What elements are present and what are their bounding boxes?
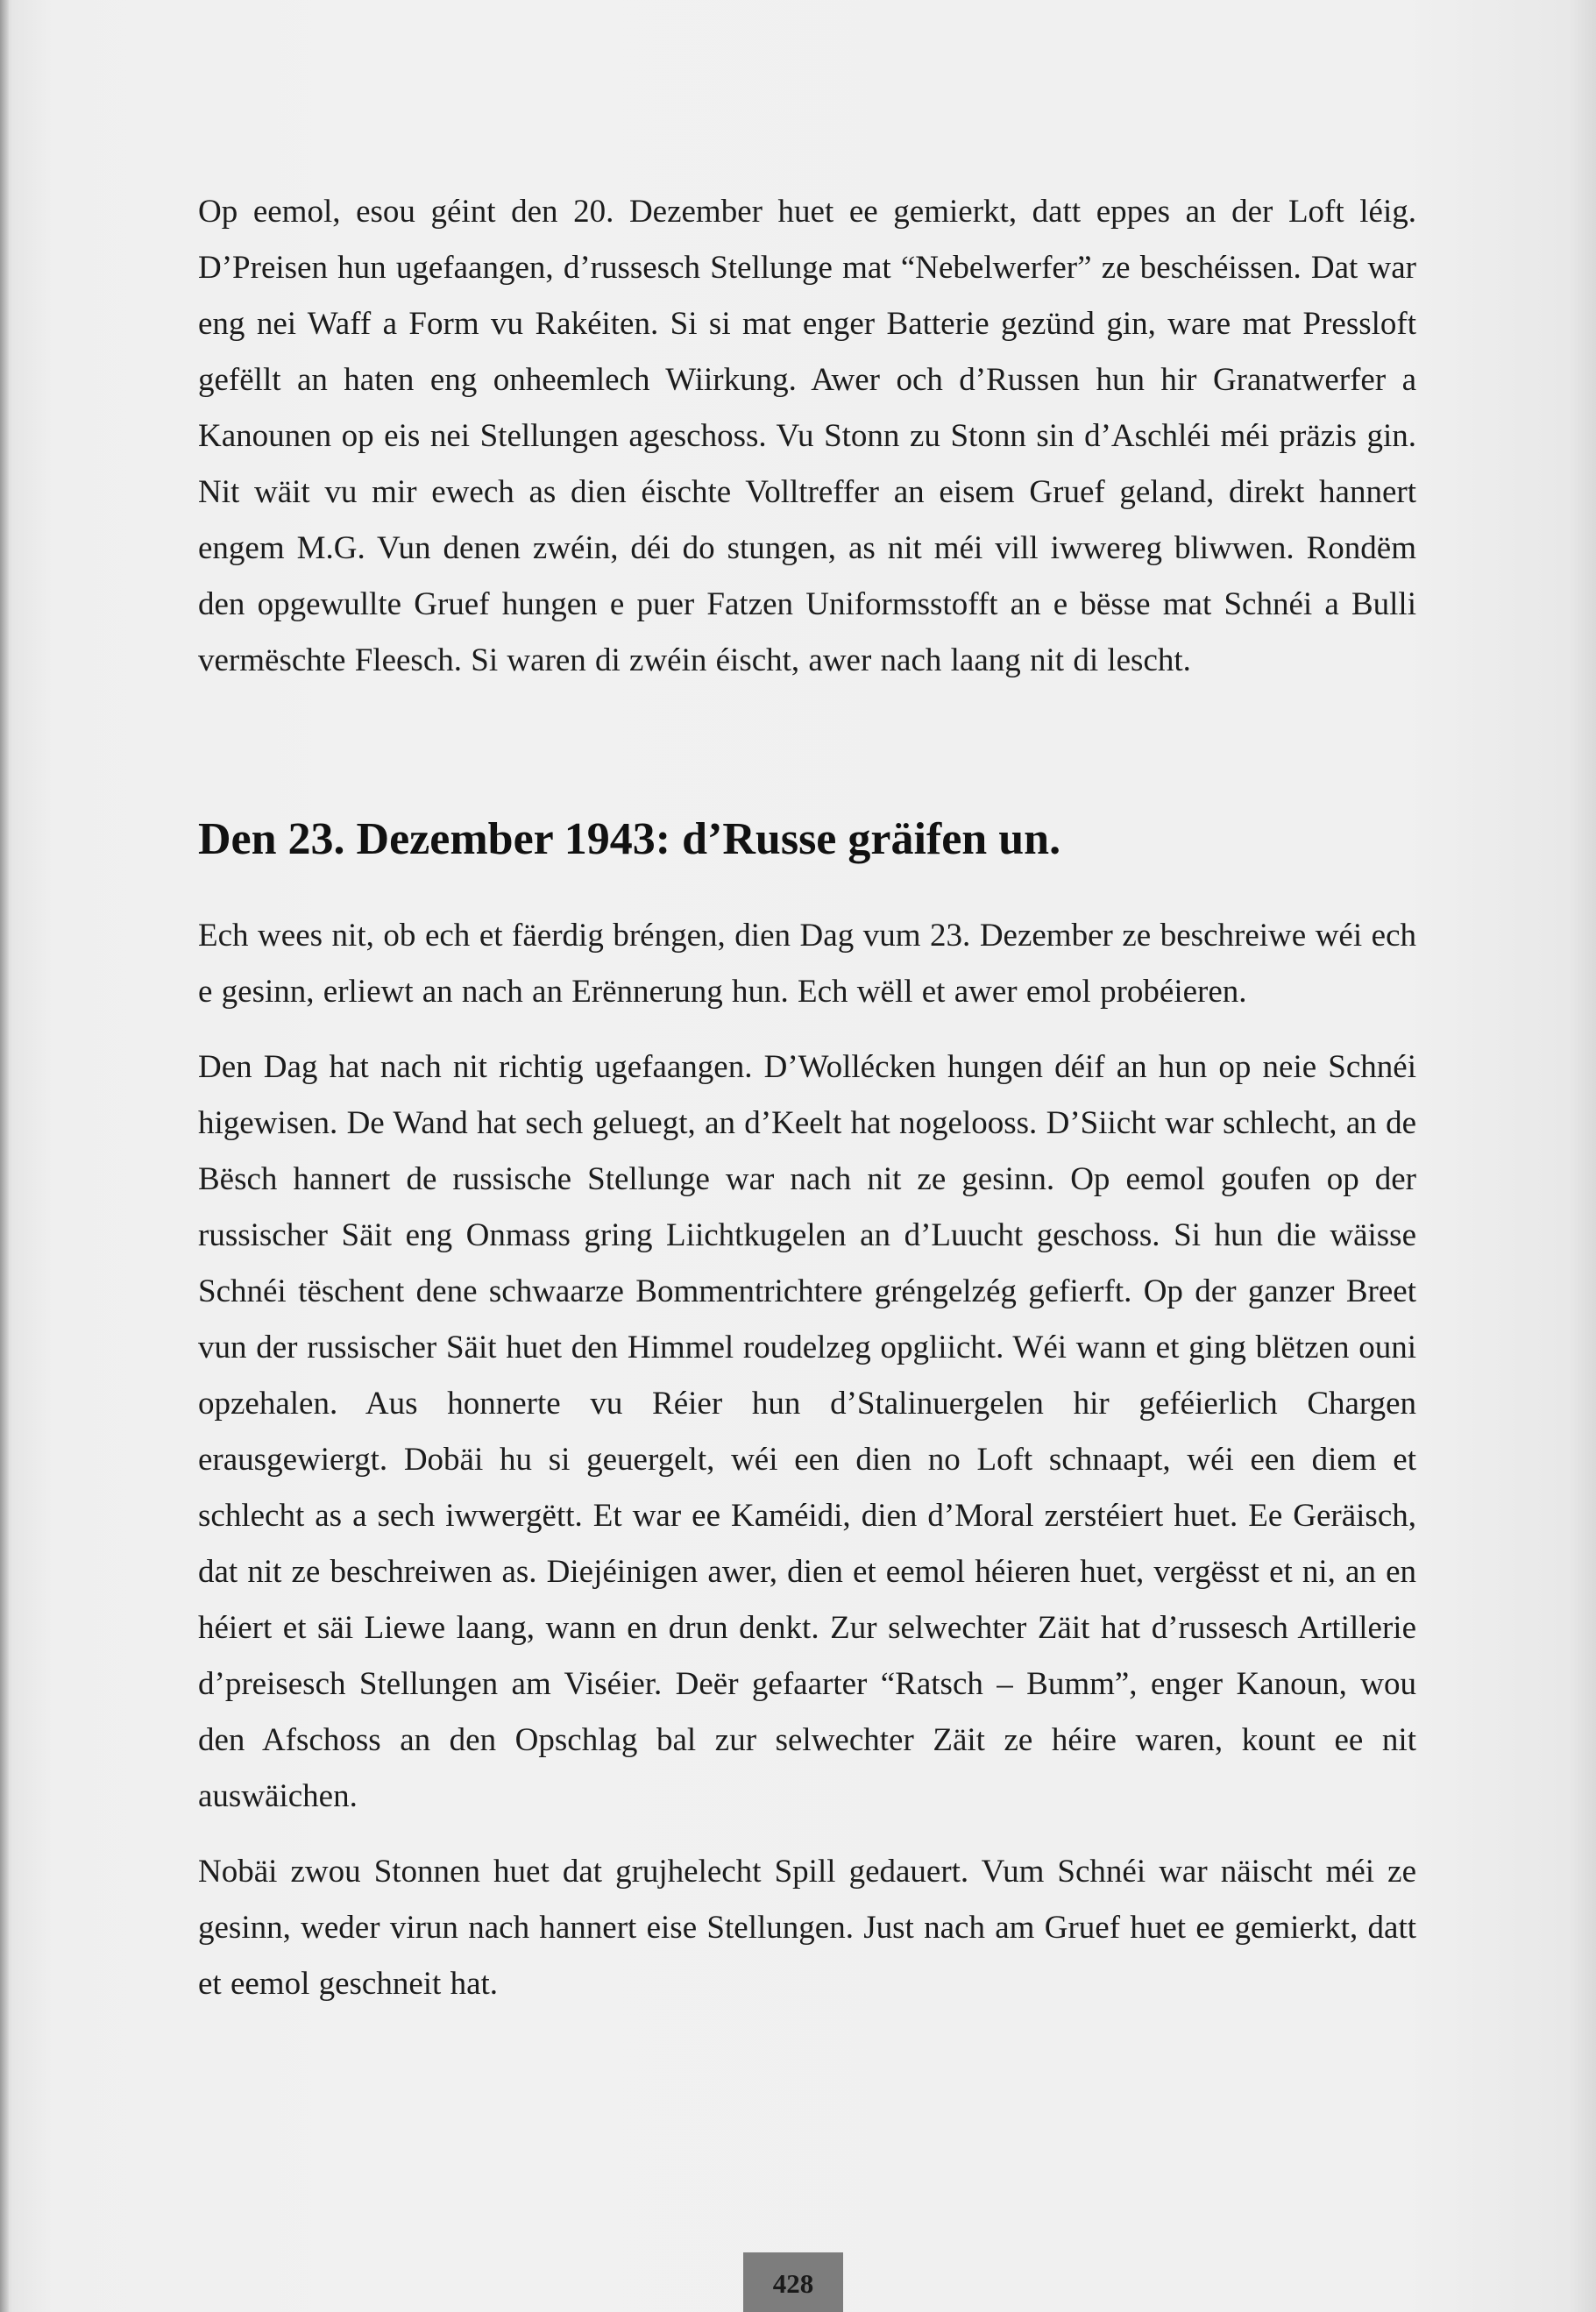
page-number: 428 bbox=[772, 2268, 814, 2299]
paragraph: Nobäi zwou Stonnen huet dat grujhelecht Spill gedauert. Vum Schnéi war näischt méi ze gesinn, weder virun nach hannert eise Stellungen. Just nach am Gruef huet ee gemierkt, datt et eemol geschneit hat. bbox=[198, 1854, 1416, 2002]
section-heading: Den 23. Dezember 1943: d’Russe gräifen un. bbox=[198, 814, 1061, 864]
page-binding-edge bbox=[0, 0, 9, 2312]
paragraph: Den Dag hat nach nit richtig ugefaangen. D’Wollécken hungen déif an hun op neie Schnéi higewisen. De Wand hat sech geluegt, an d’Keelt hat nogelooss. D’Siicht war schlecht, an de Bësch hannert de russische Stellunge war nach nit ze gesinn. Op eemol goufen op der russischer Säit eng Onmass gring Liichtkugelen an d’Luucht geschoss. Si hun die wäisse Schnéi tëschent dene schwaarze Bommentrichtere gréngelzég gefierft. Op der ganzer Breet vun der russischer Säit huet den Himmel roudelzeg opgliicht. Wéi wann et ging blëtzen ouni opzehalen. Aus honnerte vu Réier hun d’Stalinuergelen hir geféierlich Chargen erausgewiergt. Dobäi hu si geuergelt, wéi een dien no Loft schnaapt, wéi een diem et schlecht as a sech iwwergëtt. Et war ee Kaméidi, dien d’Moral zerstéiert huet. Ee Geräisch, dat nit ze beschreiwen as. Diejéinigen awer, dien et eemol héieren huet, vergësst et ni, an en héiert et säi Liewe laang, wann en drun denkt. Zur selwechter Zäit hat d’russesch Artillerie d’preisesch Stellungen am Viséier. Deër gefaarter “Ratsch – Bumm”, enger Kanoun, wou den Afschoss an den Opschlag bal zur selwechter Zäit ze héire waren, kount ee nit auswäichen. bbox=[198, 1049, 1416, 1814]
page-content bbox=[198, 184, 1416, 2012]
paragraph: Ech wees nit, ob ech et fäerdig bréngen, dien Dag vum 23. Dezember ze beschreiwe wéi ech e gesinn, erliewt an nach an Erënnerung hun. Ech wëll et awer emol probéieren. bbox=[198, 918, 1416, 1010]
paragraph-intro: Op eemol, esou géint den 20. Dezember huet ee gemierkt, datt eppes an der Loft léig. D’Preisen hun ugefaangen, d’russesch Stellunge mat “Nebelwerfer” ze beschéissen. Dat war eng nei Waff a Form vu Rakéiten. Si si mat enger Batterie gezünd gin, ware mat Pressloft gefëllt an haten eng onheemlech Wiirkung. Awer och d’Russen hun hir Granatwerfer a Kanounen op eis nei Stellungen ageschoss. Vu Stonn zu Stonn sin d’Aschléi méi präzis gin. Nit wäit vu mir ewech as dien éischte Volltreffer an eisem Gruef geland, direkt hannert engem M.G. Vun denen zwéin, déi do stungen, as nit méi vill iwwereg bliwwen. Rondëm den opgewullte Gruef hungen e puer Fatzen Uniformsstofft an e bësse mat Schnéi a Bulli vermëschte Fleesch. Si waren di zwéin éischt, awer nach laang nit di lescht. bbox=[198, 194, 1416, 678]
page-number-tab bbox=[743, 2252, 843, 2312]
